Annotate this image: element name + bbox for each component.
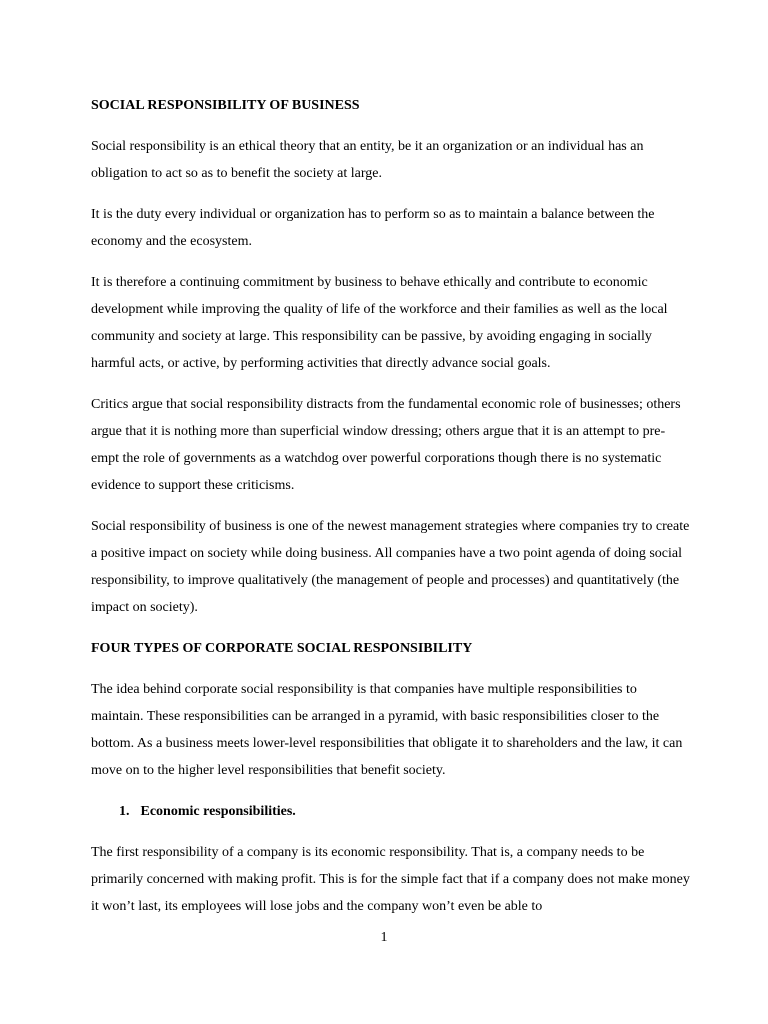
paragraph-economic-responsibility: The first responsibility of a company is its economic responsibility. That is, a company needs to be primarily concerned with making profit. This is for the simple fact that if a company does not make money it won’t last, its employees will lose jobs and the company won’t even be able to: [91, 845, 690, 914]
paragraph-pyramid: The idea behind corporate social responsibility is that companies have multiple responsibilities to maintain. These responsibilities can be arranged in a pyramid, with basic responsibilities closer to the bottom. As a business meets lower-level responsibilities that obligate it to shareholders and the law, it can move on to the higher level responsibilities that benefit society.: [91, 682, 683, 778]
section-heading-social-responsibility: SOCIAL RESPONSIBILITY OF BUSINESS: [91, 98, 360, 113]
list-item-number: 1.: [119, 804, 130, 819]
paragraph-management-strategy: Social responsibility of business is one of the newest management strategies where companies try to create a positive impact on society while doing business. All companies have a two point agenda of doing social responsibility, to improve qualitatively (the management of people and processes) and quantitatively (the impact on society).: [91, 519, 690, 615]
page-number: 1: [380, 930, 388, 945]
paragraph-duty: It is the duty every individual or organization has to perform so as to maintain a balance between the economy and the ecosystem.: [91, 207, 655, 249]
section-heading-four-types: FOUR TYPES OF CORPORATE SOCIAL RESPONSIBILITY: [91, 641, 473, 656]
paragraph-commitment: It is therefore a continuing commitment by business to behave ethically and contribute to economic development while improving the quality of life of the workforce and their families as well as the local community and society at large. This responsibility can be passive, by avoiding engaging in socially harmful acts, or active, by performing activities that directly advance social goals.: [91, 275, 668, 371]
list-item-economic: [119, 798, 691, 825]
paragraph-definition: Social responsibility is an ethical theory that an entity, be it an organization or an individual has an obligation to act so as to benefit the society at large.: [91, 139, 644, 181]
list-item-label: Economic responsibilities.: [140, 804, 296, 819]
paragraph-critics: Critics argue that social responsibility distracts from the fundamental economic role of businesses; others argue that it is nothing more than superficial window dressing; others argue that it is an attempt to pre-empt the role of governments as a watchdog over powerful corporations though there is no systematic evidence to support these criticisms.: [91, 397, 681, 493]
document-body: [91, 92, 691, 934]
